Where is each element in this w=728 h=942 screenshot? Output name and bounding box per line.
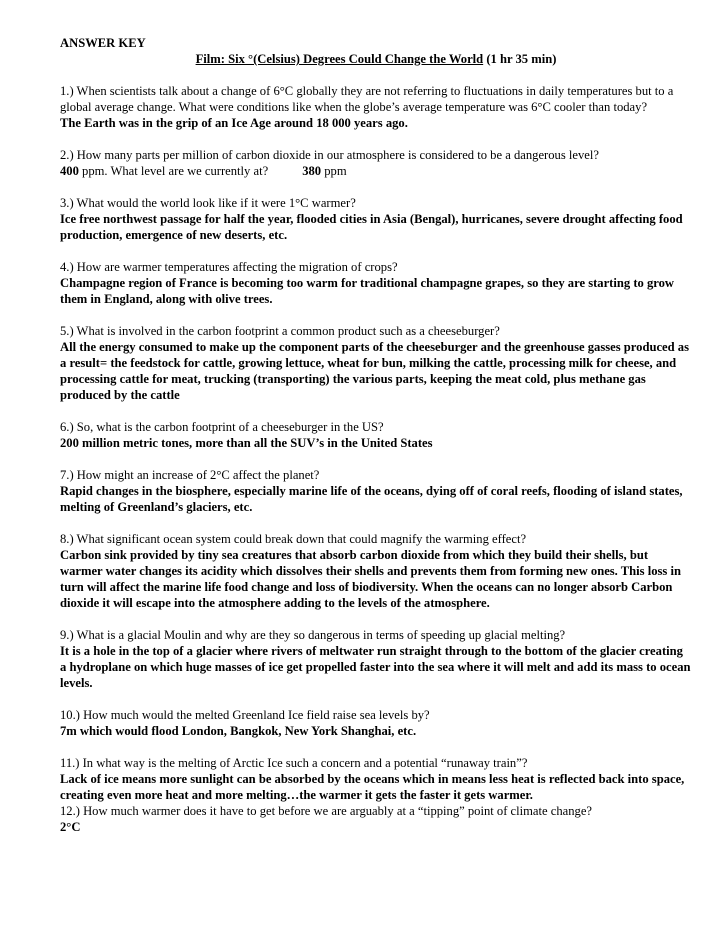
answer-3: Ice free northwest passage for half the year, flooded cities in Asia (Bengal), hurricanes, severe drought affecting food production, emergence of new deserts, etc. (60, 212, 683, 242)
qa-item-3 (60, 195, 692, 243)
answer-12: 2°C (60, 820, 81, 834)
dangerous-ppm-value: 400 (60, 164, 79, 178)
question-11: 11.) In what way is the melting of Arctic Ice such a concern and a potential “runaway train”? (60, 756, 528, 770)
question-10: 10.) How much would the melted Greenland Ice field raise sea levels by? (60, 708, 430, 722)
answer-11: Lack of ice means more sunlight can be absorbed by the oceans which in means less heat is reflected back into space, creating even more heat and more melting…the warmer it gets the faster it gets warmer. (60, 772, 685, 802)
question-3: 3.) What would the world look like if it were 1°C warmer? (60, 196, 356, 210)
answer-1: The Earth was in the grip of an Ice Age around 18 000 years ago. (60, 116, 408, 130)
qa-item-12 (60, 803, 692, 835)
answer-key-page (60, 35, 692, 851)
question-1: 1.) When scientists talk about a change of 6°C globally they are not referring to fluctuations in daily temperatures but to a global average change. What were conditions like when the globe’s average temperature was 6°C cooler than today? (60, 84, 674, 114)
answer-9: It is a hole in the top of a glacier where rivers of meltwater run straight through to the bottom of the glacier creating a hydroplane on which huge masses of ice get propelled faster into the sea where it will melt and add its mass to ocean levels. (60, 644, 691, 690)
answer-4: Champagne region of France is becoming too warm for traditional champagne grapes, so they are starting to grow them in England, along with olive trees. (60, 276, 675, 306)
qa-item-2 (60, 147, 692, 179)
qa-item-5 (60, 323, 692, 403)
question-5: 5.) What is involved in the carbon footprint a common product such as a cheeseburger? (60, 324, 500, 338)
answer-key-label: ANSWER KEY (60, 36, 146, 50)
answer-6: 200 million metric tones, more than all the SUV’s in the United States (60, 436, 433, 450)
film-title-main: Film: Six °(Celsius) Degrees Could Change the World (195, 52, 484, 66)
current-level-question: ppm. What level are we currently at? (78, 164, 269, 178)
qa-item-7 (60, 467, 692, 515)
question-8: 8.) What significant ocean system could break down that could magnify the warming effect? (60, 532, 527, 546)
qa-item-9 (60, 627, 692, 691)
question-7: 7.) How might an increase of 2°C affect the planet? (60, 468, 320, 482)
qa-item-6 (60, 419, 692, 451)
answer-5: All the energy consumed to make up the component parts of the cheeseburger and the greenhouse gasses produced as a result= the feedstock for cattle, growing lettuce, wheat for bun, milking the cattle, processing milk for cheese, and processing cattle for meat, trucking (transporting) the various parts, keeping the meat cold, plus methane gas produced by the cattle (60, 340, 689, 402)
qa-item-10 (60, 707, 692, 739)
question-12: 12.) How much warmer does it have to get before we are arguably at a “tipping” point of climate change? (60, 804, 592, 818)
qa-item-11 (60, 755, 692, 803)
film-title (60, 51, 692, 67)
question-6: 6.) So, what is the carbon footprint of a cheeseburger in the US? (60, 420, 384, 434)
film-duration: (1 hr 35 min) (483, 52, 557, 66)
question-2: 2.) How many parts per million of carbon dioxide in our atmosphere is considered to be a dangerous level? (60, 148, 599, 162)
current-ppm-unit: ppm (321, 164, 347, 178)
qa-item-1 (60, 83, 692, 131)
qa-item-4 (60, 259, 692, 307)
question-9: 9.) What is a glacial Moulin and why are they so dangerous in terms of speeding up glacial melting? (60, 628, 566, 642)
current-ppm-value: 380 (302, 164, 322, 178)
qa-item-8 (60, 531, 692, 611)
question-4: 4.) How are warmer temperatures affecting the migration of crops? (60, 260, 398, 274)
answer-7: Rapid changes in the biosphere, especially marine life of the oceans, dying off of coral reefs, flooding of island states, melting of Greenland’s glaciers, etc. (60, 484, 683, 514)
answer-8: Carbon sink provided by tiny sea creatures that absorb carbon dioxide from which they build their shells, but warmer water changes its acidity which dissolves their shells and prevents them from forming new ones. This loss in turn will affect the marine life food change and loss of biodiversity. When the oceans can no longer absorb Carbon dioxide it will escape into the atmosphere adding to the levels of the atmosphere. (60, 548, 681, 610)
answer-2-line (60, 163, 692, 179)
answer-10: 7m which would flood London, Bangkok, New York Shanghai, etc. (60, 724, 417, 738)
